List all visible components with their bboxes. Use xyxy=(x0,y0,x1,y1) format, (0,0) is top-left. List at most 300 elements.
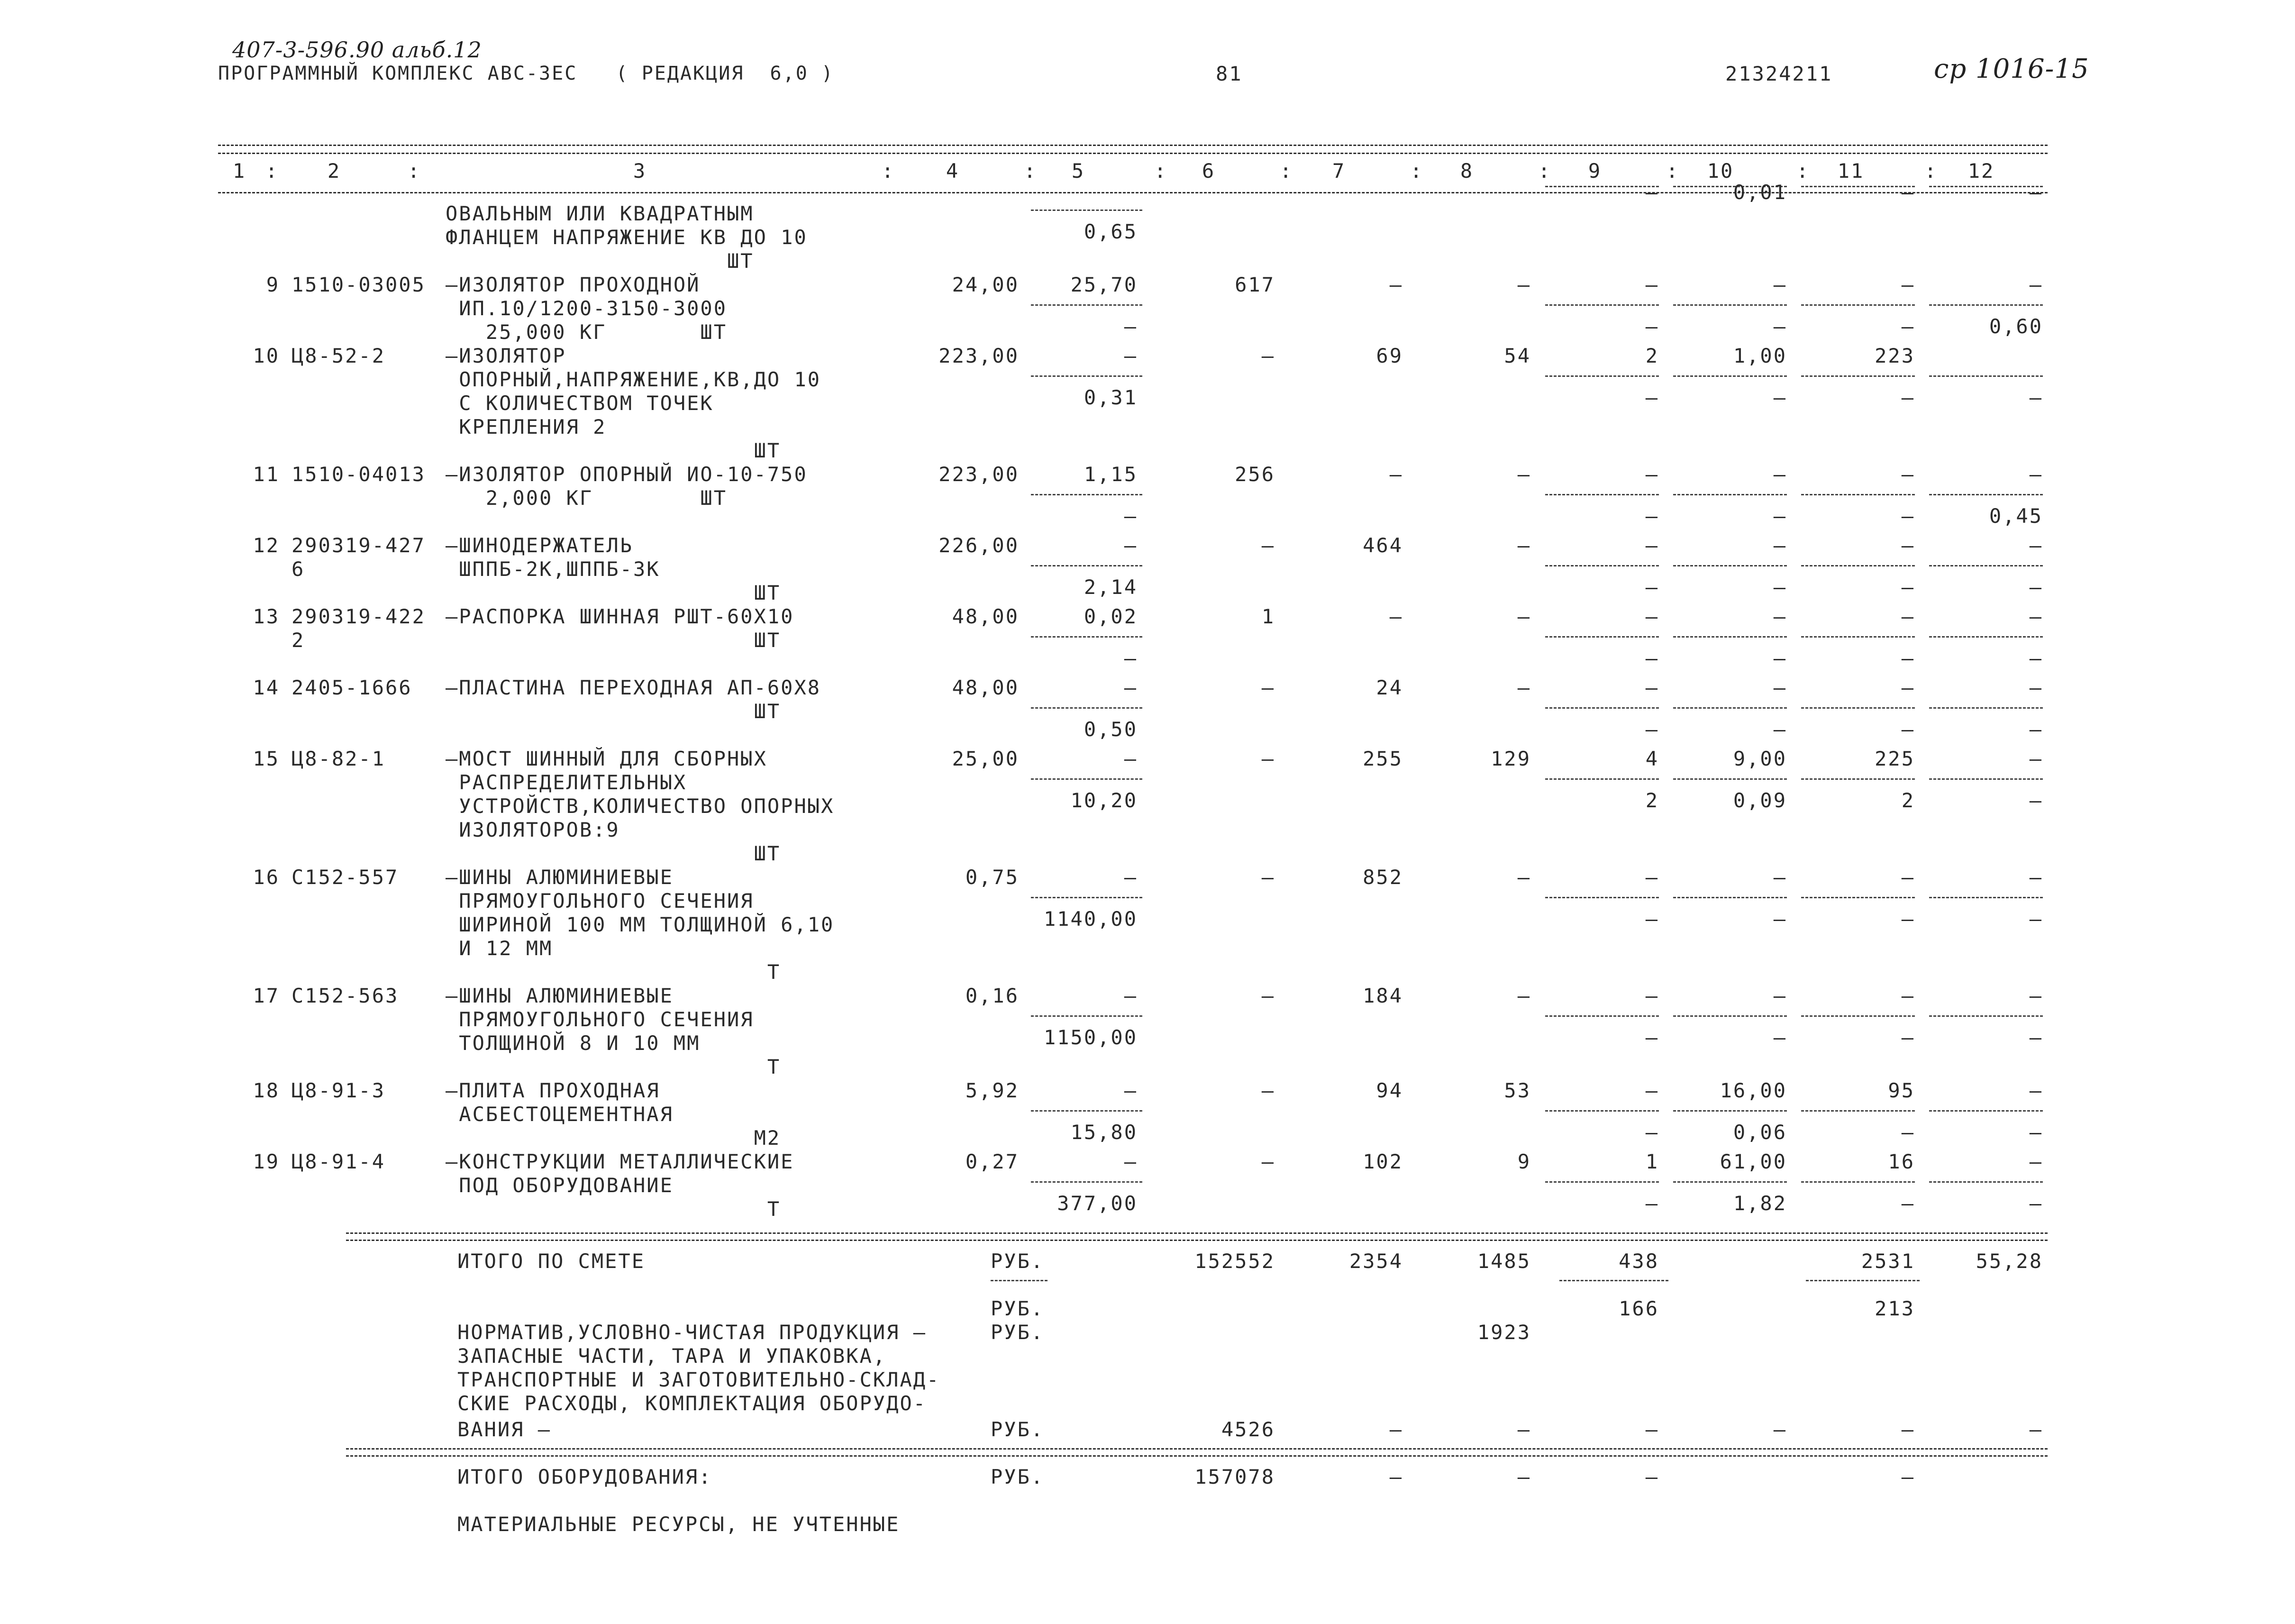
row-8-col12-rule xyxy=(1929,897,2043,898)
row-10-col10-rule xyxy=(1673,1110,1787,1112)
row-1-col10-rule xyxy=(1673,304,1787,306)
row-8-code: С152-557 xyxy=(291,866,399,889)
row-2-col6: – xyxy=(1261,344,1275,367)
row-5-col6: 1 xyxy=(1261,605,1275,628)
row-7-col12: – xyxy=(2029,747,2043,770)
row-1-col5: 25,70 xyxy=(1070,273,1138,296)
oborud-dashes-c7: – xyxy=(1389,1465,1403,1488)
row-11-col9-rule xyxy=(1545,1181,1659,1183)
row-8-desc-line: ПРЯМОУГОЛЬНОГО СЕЧЕНИЯ xyxy=(446,889,754,912)
row-5-col10-secondary: – xyxy=(1773,647,1787,670)
row-2-col10-rule xyxy=(1673,375,1787,377)
row-4-code: 290319-427 xyxy=(291,534,426,557)
oborud-currency: РУБ. xyxy=(991,1465,1045,1488)
row-11-code: Ц8-91-4 xyxy=(291,1150,386,1173)
row-8-col9-secondary: – xyxy=(1645,907,1659,931)
row-10-col9: – xyxy=(1645,1079,1659,1102)
material-label: МАТЕРИАЛЬНЫЕ РЕСУРСЫ, НЕ УЧТЕННЫЕ xyxy=(457,1513,900,1536)
row-2-number: 10 xyxy=(253,344,280,367)
row-9-col10: – xyxy=(1773,984,1787,1007)
program-title: ПРОГРАММНЫЙ КОМПЛЕКС АВС-3ЕС ( РЕДАКЦИЯ 6,0 ) xyxy=(218,63,834,84)
row-3-col11: – xyxy=(1901,463,1915,486)
row-6-col9-secondary: – xyxy=(1645,718,1659,741)
row-5-col11: – xyxy=(1901,605,1915,628)
row-3-desc-line: 2,000 КГ ШТ xyxy=(446,486,728,510)
row-4-col5-rule xyxy=(1031,565,1142,566)
row-1-col7: – xyxy=(1389,273,1403,296)
column-header-separator: : xyxy=(1154,159,1168,182)
row-8-col11-rule xyxy=(1801,897,1915,898)
row-8-col8: – xyxy=(1517,866,1531,889)
row-8-desc-line: Т xyxy=(446,960,781,984)
row-5-col5-rule xyxy=(1031,636,1142,638)
row-4-col10-secondary: – xyxy=(1773,575,1787,599)
row-7-col12-secondary: – xyxy=(2029,789,2043,812)
row-11-col9-secondary: – xyxy=(1645,1192,1659,1215)
row-1-col11-secondary: – xyxy=(1901,315,1915,338)
row-2-col4: 223,00 xyxy=(938,344,1019,367)
row-1-col11-rule xyxy=(1801,304,1915,306)
row-0-desc-line: ОВАЛЬНЫМ ИЛИ КВАДРАТНЫМ xyxy=(446,202,754,225)
zap-currency: РУБ. xyxy=(991,1418,1045,1441)
row-2-col5-secondary: 0,31 xyxy=(1084,386,1138,409)
row-6-col10: – xyxy=(1773,676,1787,699)
row-4-col10: – xyxy=(1773,534,1787,557)
row-2-col11-rule xyxy=(1801,375,1915,377)
oborud-dashes-c9: – xyxy=(1645,1465,1659,1488)
row-0-col5-secondary: 0,65 xyxy=(1084,220,1138,243)
row-9-col8: – xyxy=(1517,984,1531,1007)
itogo-col12: 55,28 xyxy=(1976,1250,2043,1273)
row-5-col10: – xyxy=(1773,605,1787,628)
normativ-line-2: ЗАПАСНЫЕ ЧАСТИ, ТАРА И УПАКОВКА, xyxy=(457,1344,887,1368)
row-4-col9: – xyxy=(1645,534,1659,557)
row-1-col9: – xyxy=(1645,273,1659,296)
row-9-desc-line: Т xyxy=(446,1055,781,1078)
row-10-col5-secondary: 15,80 xyxy=(1070,1121,1138,1144)
totals-rule-2 xyxy=(346,1240,2048,1241)
zap-dashes-c7: – xyxy=(1389,1418,1403,1441)
row-4-col8: – xyxy=(1517,534,1531,557)
row-7-desc-line: –МОСТ ШИННЫЙ ДЛЯ СБОРНЫХ xyxy=(446,747,767,770)
row-4-col11: – xyxy=(1901,534,1915,557)
row-3-col5-secondary: – xyxy=(1124,504,1138,528)
row-2-col9-secondary: – xyxy=(1645,386,1659,409)
handwritten-signature: ср 1016-15 xyxy=(1934,54,2089,84)
row-7-col4: 25,00 xyxy=(952,747,1019,770)
column-header-separator: : xyxy=(1796,159,1810,182)
row-7-desc-line: УСТРОЙСТВ,КОЛИЧЕСТВО ОПОРНЫХ xyxy=(446,794,835,818)
row-7-col11-secondary: 2 xyxy=(1901,789,1915,812)
row-0-col11-secondary: – xyxy=(1901,181,1915,204)
row-10-desc-line: АСБЕСТОЦЕМЕНТНАЯ xyxy=(446,1103,674,1126)
row-0-col5-rule xyxy=(1031,210,1142,211)
row-9-desc-line: –ШИНЫ АЛЮМИНИЕВЫЕ xyxy=(446,984,674,1007)
row-7-col11: 225 xyxy=(1875,747,1915,770)
itogo-label: ИТОГО ПО СМЕТЕ xyxy=(457,1250,646,1273)
row-9-col10-secondary: – xyxy=(1773,1026,1787,1049)
row-3-code: 1510-04013 xyxy=(291,463,426,486)
row-0-col9-secondary: – xyxy=(1645,181,1659,204)
row-9-col6: – xyxy=(1261,984,1275,1007)
row-4-col4: 226,00 xyxy=(938,534,1019,557)
row-5-col9-rule xyxy=(1545,636,1659,638)
column-header-10: 10 xyxy=(1707,159,1734,182)
row-3-desc-line: –ИЗОЛЯТОР ОПОРНЫЙ ИО-10-750 xyxy=(446,463,808,486)
row-11-col10-rule xyxy=(1673,1181,1787,1183)
row-7-col8: 129 xyxy=(1491,747,1531,770)
row-9-col11-rule xyxy=(1801,1015,1915,1017)
row-2-desc-line: КРЕПЛЕНИЯ 2 xyxy=(446,415,607,438)
row-2-col5-rule xyxy=(1031,375,1142,377)
row-8-col6: – xyxy=(1261,866,1275,889)
row-7-col10-rule xyxy=(1673,778,1787,780)
row-9-col12-rule xyxy=(1929,1015,2043,1017)
row-2-col11: 223 xyxy=(1875,344,1915,367)
row-10-col10-secondary: 0,06 xyxy=(1733,1121,1787,1144)
row-6-col12: – xyxy=(2029,676,2043,699)
row-10-col8: 53 xyxy=(1504,1079,1531,1102)
row-2-col12-secondary: – xyxy=(2029,386,2043,409)
oborud-dashes-c8: – xyxy=(1517,1465,1531,1488)
row-4-col5: – xyxy=(1124,534,1138,557)
row-10-col9-rule xyxy=(1545,1110,1659,1112)
oborud-label: ИТОГО ОБОРУДОВАНИЯ: xyxy=(457,1465,712,1488)
oborud-dashes-c11: – xyxy=(1901,1465,1915,1488)
row-10-col12: – xyxy=(2029,1079,2043,1102)
row-7-col9-secondary: 2 xyxy=(1645,789,1659,812)
row-3-col9: – xyxy=(1645,463,1659,486)
column-header-separator: : xyxy=(1280,159,1293,182)
row-0-desc-line: ФЛАНЦЕМ НАПРЯЖЕНИЕ КВ ДО 10 xyxy=(446,226,808,249)
header-rule-top xyxy=(218,145,2048,146)
row-8-col9-rule xyxy=(1545,897,1659,898)
row-10-col5-rule xyxy=(1031,1110,1142,1112)
itogo-col7: 2354 xyxy=(1349,1250,1403,1273)
column-header-9: 9 xyxy=(1588,159,1602,182)
row-7-col5-rule xyxy=(1031,778,1142,780)
row-8-col5: – xyxy=(1124,866,1138,889)
row-1-number: 9 xyxy=(266,273,280,296)
normativ-line-5: ВАНИЯ – xyxy=(457,1418,552,1441)
row-1-col4: 24,00 xyxy=(952,273,1019,296)
row-9-col11: – xyxy=(1901,984,1915,1007)
row-9-col9-secondary: – xyxy=(1645,1026,1659,1049)
row-6-col11: – xyxy=(1901,676,1915,699)
row-8-desc-line: И 12 ММ xyxy=(446,937,553,960)
row-8-col5-secondary: 1140,00 xyxy=(1043,907,1138,931)
row-6-code: 2405-1666 xyxy=(291,676,412,699)
row-1-col12-secondary: 0,60 xyxy=(1989,315,2043,338)
row-10-col9-secondary: – xyxy=(1645,1121,1659,1144)
row-9-number: 17 xyxy=(253,984,280,1007)
column-header-3: 3 xyxy=(633,159,647,182)
row-3-col5-rule xyxy=(1031,494,1142,495)
row-2-desc-line: ШТ xyxy=(446,439,781,462)
oborud-rule-2 xyxy=(346,1455,2048,1457)
row-8-col5-rule xyxy=(1031,897,1142,898)
row-2-col9-rule xyxy=(1545,375,1659,377)
column-header-5: 5 xyxy=(1071,159,1085,182)
row-1-col6: 617 xyxy=(1235,273,1275,296)
row-4-col9-secondary: – xyxy=(1645,575,1659,599)
row-2-col7: 69 xyxy=(1376,344,1403,367)
column-header-separator: : xyxy=(1024,159,1038,182)
row-2-col9: 2 xyxy=(1645,344,1659,367)
row-6-col5-rule xyxy=(1031,707,1142,709)
row-8-col4: 0,75 xyxy=(965,866,1019,889)
row-9-col5-secondary: 1150,00 xyxy=(1043,1026,1138,1049)
row-11-col5-secondary: 377,00 xyxy=(1057,1192,1138,1215)
column-header-separator: : xyxy=(1410,159,1424,182)
normativ-currency: РУБ. xyxy=(991,1321,1045,1344)
row-4-col5-secondary: 2,14 xyxy=(1084,575,1138,599)
row-1-desc-line: 25,000 КГ ШТ xyxy=(446,320,728,344)
rub-underline xyxy=(991,1280,1047,1281)
row-6-col4: 48,00 xyxy=(952,676,1019,699)
row-1-col12: – xyxy=(2029,273,2043,296)
row-10-number: 18 xyxy=(253,1079,280,1102)
column-header-12: 12 xyxy=(1967,159,1995,182)
doc-code: 407-3-596.90 альб.12 xyxy=(232,37,482,63)
column-header-separator: : xyxy=(1924,159,1938,182)
header-rule-top-2 xyxy=(218,153,2048,154)
row-11-desc-line: ПОД ОБОРУДОВАНИЕ xyxy=(446,1174,674,1197)
row-11-col6: – xyxy=(1261,1150,1275,1173)
normativ-line-3: ТРАНСПОРТНЫЕ И ЗАГОТОВИТЕЛЬНО-СКЛАД- xyxy=(457,1368,940,1391)
row-5-number: 13 xyxy=(253,605,280,628)
row-1-col12-rule xyxy=(1929,304,2043,306)
row-11-desc-line: Т xyxy=(446,1197,781,1221)
row-5-col5: 0,02 xyxy=(1084,605,1138,628)
row-2-desc-line: С КОЛИЧЕСТВОМ ТОЧЕК xyxy=(446,392,714,415)
row-7-col11-rule xyxy=(1801,778,1915,780)
row-1-desc-line: ИП.10/1200-3150-3000 xyxy=(446,297,728,320)
row-4-col11-rule xyxy=(1801,565,1915,566)
row-6-col9-rule xyxy=(1545,707,1659,709)
sub-col11: 213 xyxy=(1875,1297,1915,1320)
row-4-desc-line: ШТ xyxy=(446,581,781,604)
row-8-col11: – xyxy=(1901,866,1915,889)
page-number: 81 xyxy=(1216,62,1243,85)
row-5-col9-secondary: – xyxy=(1645,647,1659,670)
normativ-col8: 1923 xyxy=(1477,1321,1531,1344)
row-4-col11-secondary: – xyxy=(1901,575,1915,599)
row-5-col12: – xyxy=(2029,605,2043,628)
row-11-col12-rule xyxy=(1929,1181,2043,1183)
zap-dashes-c8: – xyxy=(1517,1418,1531,1441)
column-header-separator: : xyxy=(882,159,895,182)
totals-rule xyxy=(346,1232,2048,1234)
row-9-col4: 0,16 xyxy=(965,984,1019,1007)
row-6-col5: – xyxy=(1124,676,1138,699)
row-10-desc-line: –ПЛИТА ПРОХОДНАЯ xyxy=(446,1079,660,1102)
row-4-col9-rule xyxy=(1545,565,1659,566)
row-8-col7: 852 xyxy=(1363,866,1403,889)
row-1-col11: – xyxy=(1901,273,1915,296)
row-4-col12: – xyxy=(2029,534,2043,557)
itogo-col9: 438 xyxy=(1619,1250,1659,1273)
itogo-col6: 152552 xyxy=(1194,1250,1275,1273)
row-8-col10-secondary: – xyxy=(1773,907,1787,931)
column-header-separator: : xyxy=(408,159,421,182)
row-2-code: Ц8-52-2 xyxy=(291,344,386,367)
row-11-col7: 102 xyxy=(1363,1150,1403,1173)
row-1-desc-line: –ИЗОЛЯТОР ПРОХОДНОЙ xyxy=(446,273,701,296)
row-6-col11-secondary: – xyxy=(1901,718,1915,741)
row-11-col5: – xyxy=(1124,1150,1138,1173)
row-4-col12-secondary: – xyxy=(2029,575,2043,599)
row-4-code-suffix: 6 xyxy=(291,557,305,581)
row-10-col4: 5,92 xyxy=(965,1079,1019,1102)
row-7-number: 15 xyxy=(253,747,280,770)
row-7-col10-secondary: 0,09 xyxy=(1733,789,1787,812)
row-3-col4: 223,00 xyxy=(938,463,1019,486)
row-4-col12-rule xyxy=(1929,565,2043,566)
row-11-desc-line: –КОНСТРУКЦИИ МЕТАЛЛИЧЕСКИЕ xyxy=(446,1150,794,1173)
column-header-4: 4 xyxy=(946,159,960,182)
row-1-col8: – xyxy=(1517,273,1531,296)
row-5-col9: – xyxy=(1645,605,1659,628)
row-5-code: 290319-422 xyxy=(291,605,426,628)
normativ-line-4: СКИЕ РАСХОДЫ, КОМПЛЕКТАЦИЯ ОБОРУДО- xyxy=(457,1392,927,1415)
row-9-col5: – xyxy=(1124,984,1138,1007)
column-header-7: 7 xyxy=(1332,159,1346,182)
row-7-col10: 9,00 xyxy=(1733,747,1787,770)
column-header-separator: : xyxy=(265,159,279,182)
row-9-col11-secondary: – xyxy=(1901,1026,1915,1049)
row-3-col11-rule xyxy=(1801,494,1915,495)
zap-dashes-c9: – xyxy=(1645,1418,1659,1441)
row-6-col8: – xyxy=(1517,676,1531,699)
normativ-line-1: НОРМАТИВ,УСЛОВНО-ЧИСТАЯ ПРОДУКЦИЯ – xyxy=(457,1321,927,1344)
row-6-col11-rule xyxy=(1801,707,1915,709)
column-header-separator: : xyxy=(1666,159,1680,182)
col11-underline xyxy=(1806,1280,1920,1281)
row-4-number: 12 xyxy=(253,534,280,557)
row-9-col7: 184 xyxy=(1363,984,1403,1007)
row-5-desc-line: ШТ xyxy=(446,629,781,652)
column-header-separator: : xyxy=(1538,159,1552,182)
row-3-col8: – xyxy=(1517,463,1531,486)
row-6-col12-secondary: – xyxy=(2029,718,2043,741)
row-9-col9-rule xyxy=(1545,1015,1659,1017)
row-0-col12-secondary: – xyxy=(2029,181,2043,204)
row-9-col5-rule xyxy=(1031,1015,1142,1017)
row-11-col12: – xyxy=(2029,1150,2043,1173)
row-3-number: 11 xyxy=(253,463,280,486)
row-9-code: С152-563 xyxy=(291,984,399,1007)
row-11-col8: 9 xyxy=(1517,1150,1531,1173)
row-1-code: 1510-03005 xyxy=(291,273,426,296)
row-10-desc-line: М2 xyxy=(446,1126,781,1150)
row-7-code: Ц8-82-1 xyxy=(291,747,386,770)
zap-dashes-c11: – xyxy=(1901,1418,1915,1441)
row-7-desc-line: ИЗОЛЯТОРОВ:9 xyxy=(446,818,620,841)
row-3-col7: – xyxy=(1389,463,1403,486)
itogo-currency: РУБ. xyxy=(991,1250,1045,1273)
oborud-col6: 157078 xyxy=(1194,1465,1275,1488)
row-4-col6: – xyxy=(1261,534,1275,557)
row-6-col10-secondary: – xyxy=(1773,718,1787,741)
row-5-col11-rule xyxy=(1801,636,1915,638)
row-1-col9-secondary: – xyxy=(1645,315,1659,338)
row-8-col12: – xyxy=(2029,866,2043,889)
row-3-col12-secondary: 0,45 xyxy=(1989,504,2043,528)
column-header-6: 6 xyxy=(1202,159,1216,182)
row-1-col9-rule xyxy=(1545,304,1659,306)
row-3-col9-rule xyxy=(1545,494,1659,495)
row-0-col10-secondary: 0,01 xyxy=(1733,181,1787,204)
row-8-col11-secondary: – xyxy=(1901,907,1915,931)
row-11-number: 19 xyxy=(253,1150,280,1173)
row-4-desc-line: –ШИНОДЕРЖАТЕЛЬ xyxy=(446,534,634,557)
row-6-col5-secondary: 0,50 xyxy=(1084,718,1138,741)
row-8-number: 16 xyxy=(253,866,280,889)
row-11-col9: 1 xyxy=(1645,1150,1659,1173)
row-8-desc-line: ШИРИНОЙ 100 ММ ТОЛЩИНОЙ 6,10 xyxy=(446,913,835,936)
row-9-col10-rule xyxy=(1673,1015,1787,1017)
row-2-col10: 1,00 xyxy=(1733,344,1787,367)
column-header-2: 2 xyxy=(327,159,341,182)
zap-dashes-c12: – xyxy=(2029,1418,2043,1441)
row-2-desc-line: ОПОРНЫЙ,НАПРЯЖЕНИЕ,КВ,ДО 10 xyxy=(446,368,821,391)
row-9-desc-line: ТОЛЩИНОЙ 8 И 10 ММ xyxy=(446,1031,701,1055)
row-5-col12-rule xyxy=(1929,636,2043,638)
row-8-col10: – xyxy=(1773,866,1787,889)
row-7-col9: 4 xyxy=(1645,747,1659,770)
row-10-code: Ц8-91-3 xyxy=(291,1079,386,1102)
row-8-col10-rule xyxy=(1673,897,1787,898)
row-4-col10-rule xyxy=(1673,565,1787,566)
row-3-col6: 256 xyxy=(1235,463,1275,486)
itogo-col8: 1485 xyxy=(1477,1250,1531,1273)
row-7-col6: – xyxy=(1261,747,1275,770)
row-3-col10-rule xyxy=(1673,494,1787,495)
row-2-col12-rule xyxy=(1929,375,2043,377)
row-5-col8: – xyxy=(1517,605,1531,628)
row-7-col9-rule xyxy=(1545,778,1659,780)
sub-currency: РУБ. xyxy=(991,1297,1045,1320)
row-11-col11-rule xyxy=(1801,1181,1915,1183)
column-header-1: 1 xyxy=(232,159,246,182)
row-6-col12-rule xyxy=(1929,707,2043,709)
row-7-desc-line: РАСПРЕДЕЛИТЕЛЬНЫХ xyxy=(446,771,687,794)
row-11-col11: 16 xyxy=(1888,1150,1915,1173)
row-9-col12-secondary: – xyxy=(2029,1026,2043,1049)
row-10-col10: 16,00 xyxy=(1720,1079,1787,1102)
row-11-col11-secondary: – xyxy=(1901,1192,1915,1215)
row-7-col5: – xyxy=(1124,747,1138,770)
row-5-col12-secondary: – xyxy=(2029,647,2043,670)
oborud-rule xyxy=(346,1448,2048,1450)
row-7-col7: 255 xyxy=(1363,747,1403,770)
row-6-desc-line: ШТ xyxy=(446,700,781,723)
row-10-col12-rule xyxy=(1929,1110,2043,1112)
zap-col6: 4526 xyxy=(1221,1418,1275,1441)
row-2-col5: – xyxy=(1124,344,1138,367)
row-10-col6: – xyxy=(1261,1079,1275,1102)
row-10-col11-rule xyxy=(1801,1110,1915,1112)
row-7-col5-secondary: 10,20 xyxy=(1070,789,1138,812)
row-8-col12-secondary: – xyxy=(2029,907,2043,931)
row-5-col4: 48,00 xyxy=(952,605,1019,628)
row-5-code-suffix: 2 xyxy=(291,629,305,652)
row-3-col5: 1,15 xyxy=(1084,463,1138,486)
row-5-col10-rule xyxy=(1673,636,1787,638)
row-9-col12: – xyxy=(2029,984,2043,1007)
row-1-col10-secondary: – xyxy=(1773,315,1787,338)
